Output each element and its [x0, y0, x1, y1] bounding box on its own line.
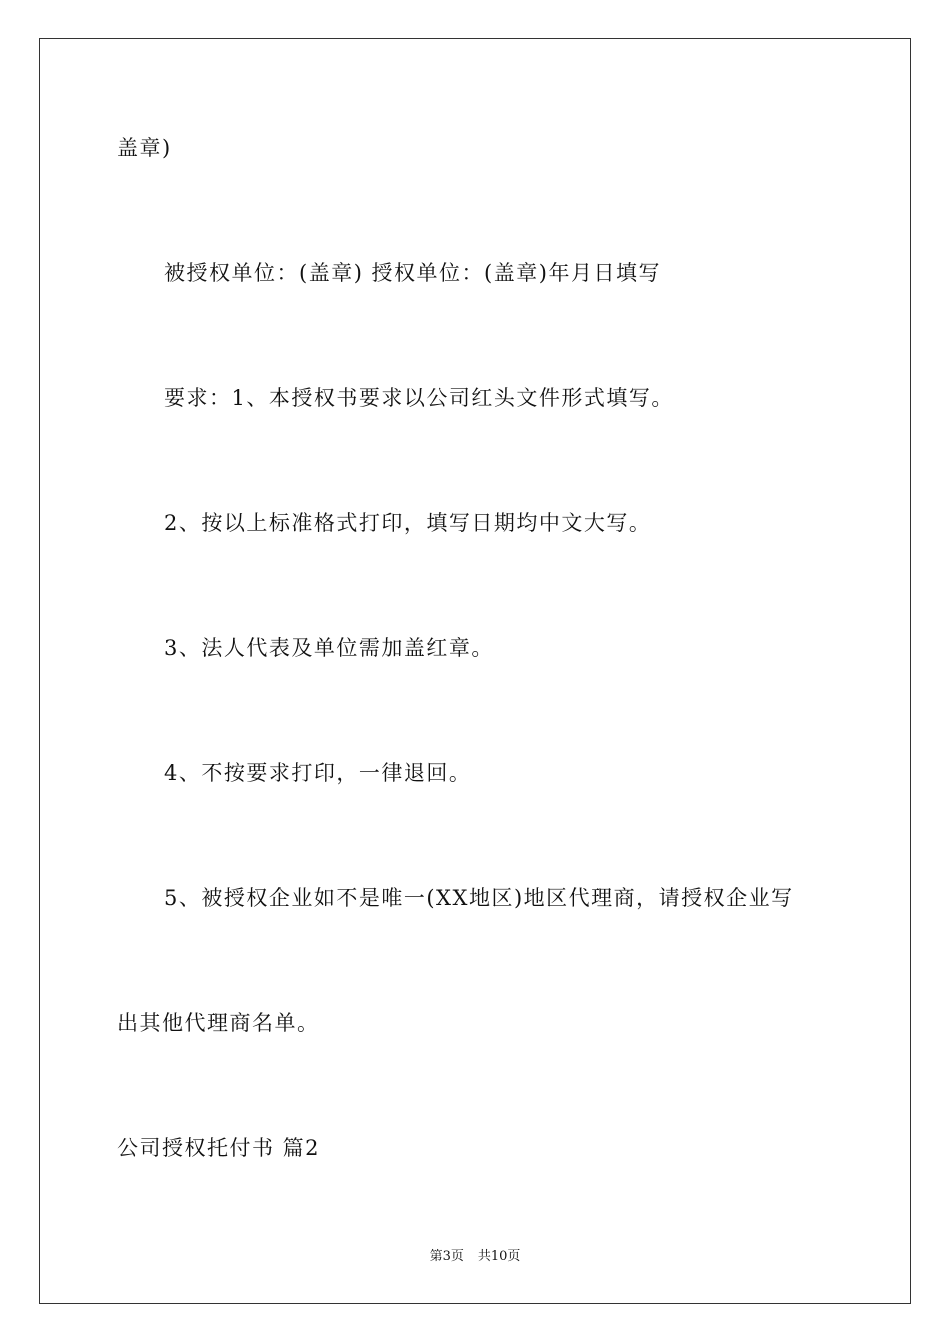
text-line-4: 2、按以上标准格式打印，填写日期均中文大写。 — [164, 511, 652, 535]
section-heading: 公司授权托付书 篇2 — [117, 1136, 321, 1160]
page-footer — [0, 1248, 950, 1266]
page-number: 第3页 — [429, 1249, 464, 1264]
text-line-1: 盖章) — [117, 136, 172, 160]
text-line-8: 出其他代理商名单。 — [117, 1011, 320, 1035]
text-line-3: 要求：1、本授权书要求以公司红头文件形式填写。 — [164, 386, 674, 410]
page-total: 共10页 — [477, 1249, 521, 1264]
page-border — [39, 38, 911, 1304]
text-line-7: 5、被授权企业如不是唯一(XX地区)地区代理商，请授权企业写 — [164, 886, 794, 910]
text-line-5: 3、法人代表及单位需加盖红章。 — [164, 636, 494, 660]
text-line-2: 被授权单位：(盖章) 授权单位：(盖章)年月日填写 — [164, 261, 661, 285]
text-line-6: 4、不按要求打印，一律退回。 — [164, 761, 472, 785]
